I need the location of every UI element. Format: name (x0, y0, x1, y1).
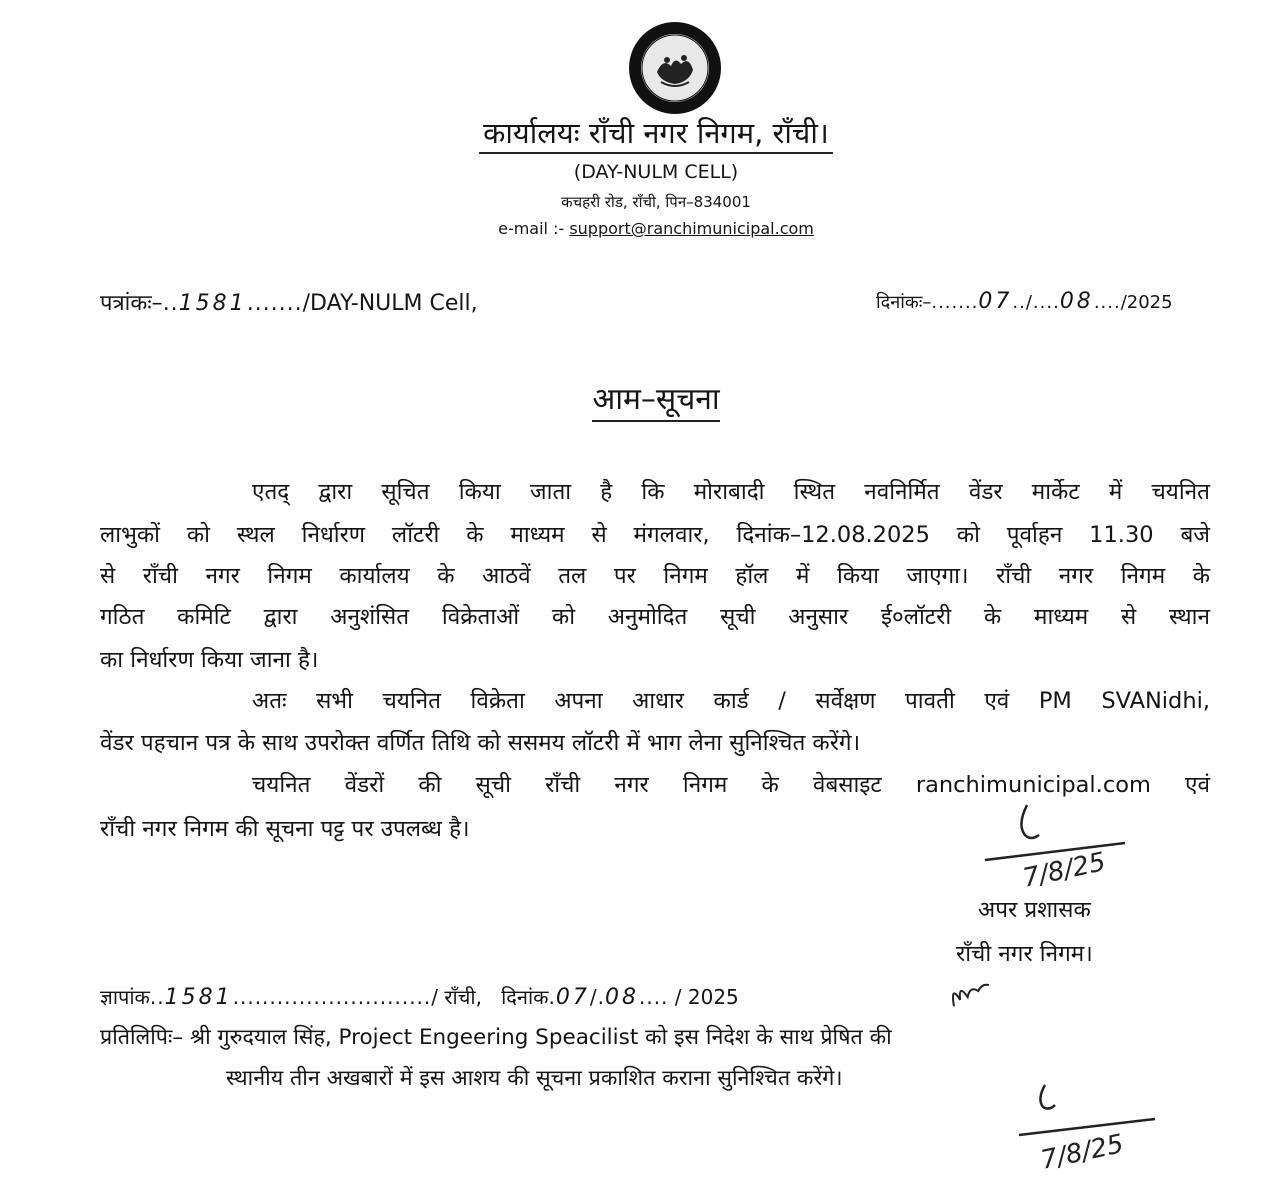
reference-suffix: /DAY-NULM Cell, (302, 291, 478, 316)
notice-line: से राँची नगर निगम कार्यालय के आठवें तल पर निगम हॉल में किया जाएगा। राँची नगर निगम के (100, 563, 1210, 589)
signature-date: 7/8/25 (1020, 847, 1109, 894)
memo-day: 07 (555, 985, 590, 1010)
reference-date-line: दिनांकः–.......07../....08..../2025 (876, 289, 1173, 314)
memo-place: / राँची, (431, 985, 482, 1009)
reference-number: 1581 (178, 291, 247, 316)
signatory-organization: राँची नगर निगम। (956, 941, 1093, 967)
signature-mark (1015, 1083, 1175, 1178)
notice-line: वेंडर पहचान पत्र के साथ उपरोक्त वर्णित तिथि को ससमय लॉटरी में भाग लेना सुनिश्चित करेंगे। (100, 730, 861, 756)
copy-to-line: प्रतिलिपिः– श्री गुरुदयाल सिंह, Project Engeering Speacilist को इस निदेश के साथ प्रेषित की (100, 1025, 892, 1050)
memo-year: / 2025 (674, 985, 739, 1009)
memo-number-line: ज्ञापांक..1581.........................../ राँची, दिनांक.07/.08.... / 2025 (100, 985, 739, 1010)
municipal-seal-logo (627, 20, 723, 116)
cell-name: (DAY-NULM CELL) (573, 161, 739, 183)
notice-line: चयनित वेंडरों की सूची राँची नगर निगम के वेबसाइट ranchimunicipal.com एवं (252, 772, 1210, 798)
email-line (0, 219, 1280, 238)
reference-number-line: पत्रांकः–..1581......./DAY-NULM Cell, (100, 291, 478, 316)
notice-line: लाभुकों को स्थल निर्धारण लॉटरी के माध्यम से मंगलवार, दिनांक–12.08.2025 को पूर्वाहन 11.30 बजे (100, 522, 1210, 548)
office-title: कार्यालयः राँची नगर निगम, राँची। (0, 113, 1280, 152)
memo-date-label: दिनांक (501, 985, 549, 1009)
date-month: 08 (1059, 289, 1094, 314)
memo-number: 1581 (164, 985, 233, 1010)
email-link[interactable]: support@ranchimunicipal.com (569, 219, 814, 238)
notice-line: गठित कमिटि द्वारा अनुशंसित विक्रेताओं को अनुमोदित सूची अनुसार ई०लॉटरी के माध्यम से स्थान (100, 604, 1210, 630)
date-year: /2025 (1120, 292, 1173, 313)
signature-mark (975, 795, 1145, 895)
notice-title: आम–सूचना (0, 377, 1280, 418)
notice-line: एतद् द्वारा सूचित किया जाता है कि मोराबादी स्थित नवनिर्मित वेंडर मार्केट में चयनित (252, 479, 1210, 505)
notice-line: राँची नगर निगम की सूचना पट्ट पर उपलब्ध है। (100, 816, 470, 842)
signature-date: 7/8/25 (1038, 1129, 1127, 1176)
email-label: e-mail :- (498, 219, 570, 238)
date-label: दिनांकः– (876, 292, 932, 313)
notice-line: का निर्धारण किया जाना है। (100, 647, 319, 673)
signatory-designation: अपर प्रशासक (978, 897, 1091, 923)
date-day: 07 (978, 289, 1013, 314)
copy-to-line: स्थानीय तीन अखबारों में इस आशय की सूचना प्रकाशित कराना सुनिश्चित करेंगे। (226, 1066, 843, 1091)
notice-line: अतः सभी चयनित विक्रेता अपना आधार कार्ड / सर्वेक्षण पावती एवं PM SVANidhi, (252, 688, 1210, 714)
office-address: कचहरी रोड, राँची, पिन–834001 (561, 193, 751, 211)
reference-label: पत्रांकः– (100, 291, 163, 316)
initial-mark (945, 968, 1005, 1008)
memo-month: 08 (604, 985, 639, 1010)
memo-label: ज्ञापांक (100, 985, 150, 1009)
